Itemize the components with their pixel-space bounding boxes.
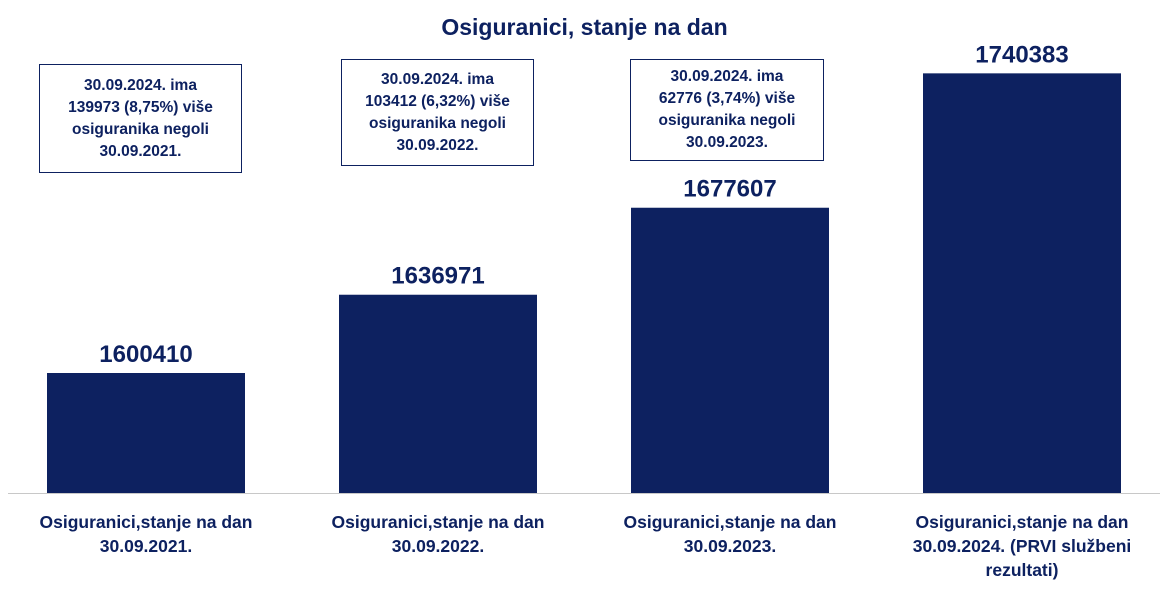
chart-title: Osiguranici, stanje na dan — [441, 14, 728, 40]
category-label-line: Osiguranici,stanje na dan — [915, 512, 1129, 532]
annotation-line: osiguranika negoli — [658, 112, 796, 129]
category-label-line: 30.09.2021. — [99, 536, 193, 556]
category-label-2024 — [876, 510, 1168, 582]
category-label-2021 — [0, 510, 292, 558]
bar — [923, 73, 1121, 493]
annotation-line: 30.09.2024. ima — [381, 70, 494, 88]
category-label-line: Osiguranici,stanje na dan — [623, 512, 837, 532]
annotation-line: 103412 (6,32%) više — [365, 92, 510, 110]
annotation-line: 30.09.2022. — [396, 136, 479, 154]
data-label: 1600410 — [99, 341, 193, 368]
annotation-line: 62776 (3,74%) više — [658, 90, 796, 107]
category-label-line: 30.09.2022. — [391, 536, 485, 556]
category-label-2022 — [292, 510, 584, 558]
data-label: 1677607 — [683, 175, 777, 203]
data-label: 1636971 — [391, 262, 485, 290]
annotation-line: 30.09.2024. ima — [84, 76, 197, 94]
annotation-line: 30.09.2024. ima — [670, 68, 784, 85]
category-label-line: 30.09.2023. — [683, 536, 777, 556]
annotation-line: osiguranika negoli — [369, 114, 506, 132]
bar — [631, 208, 829, 493]
annotation-line: 139973 (8,75%) više — [68, 98, 213, 116]
category-label-line: Osiguranici,stanje na dan — [39, 512, 253, 532]
bar — [47, 373, 245, 493]
category-label-line: rezultati) — [985, 560, 1059, 580]
annotation-line: 30.09.2021. — [99, 142, 182, 160]
data-label: 1740383 — [975, 41, 1069, 69]
bar — [339, 295, 537, 493]
annotation-line: osiguranika negoli — [72, 120, 209, 138]
annotation-line: 30.09.2023. — [686, 134, 768, 151]
category-label-2023 — [584, 510, 876, 558]
category-label-line: 30.09.2024. (PRVI službeni — [912, 536, 1132, 556]
category-label-line: Osiguranici,stanje na dan — [331, 512, 545, 532]
